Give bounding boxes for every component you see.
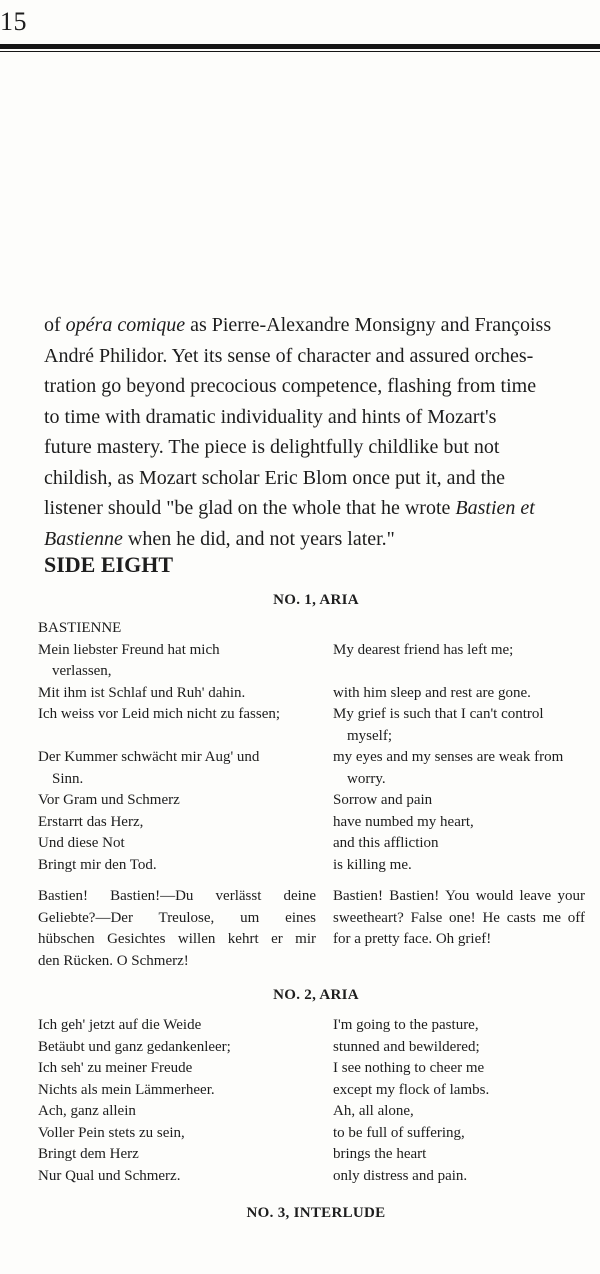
lyric-line: Bringt mir den Tod. <box>38 856 157 873</box>
lyric-line: Mit ihm ist Schlaf und Ruh' dahin. <box>38 684 246 701</box>
lyric-line: Vor Gram und Schmerz <box>38 792 180 808</box>
speaker-name: BASTIENNE <box>38 620 122 636</box>
lyric-line: Bringt dem Herz <box>38 1146 139 1162</box>
lyric-line: Betäubt und ganz gedankenleer; <box>38 1038 231 1055</box>
lyric-line: Erstarrt das Herz, <box>38 813 144 830</box>
lyric-line: I see nothing to cheer me <box>333 1060 485 1076</box>
lyric-line: Ich geh' jetzt auf die Weide <box>38 1017 202 1033</box>
lyric-line: to be full of suffering, <box>333 1124 465 1141</box>
lyric-line: brings the heart <box>333 1146 427 1162</box>
lyric-line: Ich weiss vor Leid mich nicht zu fassen; <box>38 706 281 722</box>
lyric-line: Sorrow and pain <box>333 792 433 808</box>
aria-heading: NO. 1, ARIA <box>273 592 359 608</box>
prose-line: for a pretty face. Oh grief! <box>333 931 492 947</box>
prose-line: sweetheart? False one! He casts me off <box>333 909 585 926</box>
intro-line: of opéra comique as Pierre-Alexandre Monsigny and Françoiss <box>44 314 552 336</box>
lyric-line: Der Kummer schwächt mir Aug' und <box>38 749 260 765</box>
english-lyrics <box>333 1015 593 1187</box>
english-prose <box>333 886 585 951</box>
intro-line: Bastienne when he did, and not years later." <box>44 527 395 550</box>
lyric-line: with him sleep and rest are gone. <box>333 684 531 701</box>
header-rule-thin <box>0 51 600 52</box>
lyric-line: My grief is such that I can't control <box>333 706 544 722</box>
intro-paragraph <box>44 310 589 554</box>
lyric-line: Ah, all alone, <box>333 1103 414 1119</box>
lyric-line: Und diese Not <box>38 835 125 851</box>
intro-line: listener should "be glad on the whole that he wrote Bastien et <box>44 497 535 519</box>
lyric-line: my eyes and my senses are weak from <box>333 749 564 765</box>
lyric-line: Mein liebster Freund hat mich <box>38 641 220 658</box>
lyric-line: Sinn. <box>52 770 84 787</box>
lyric-line: and this affliction <box>333 835 439 851</box>
lyric-line: Nichts als mein Lämmerheer. <box>38 1081 215 1098</box>
prose-line: Bastien! Bastien! You would leave your <box>333 888 585 904</box>
lyric-line: Nur Qual und Schmerz. <box>38 1167 181 1184</box>
prose-line: Geliebte?—Der Treulose, um eines <box>38 909 316 926</box>
german-prose <box>38 886 316 972</box>
page-number: 15 <box>0 7 27 36</box>
lyric-line: My dearest friend has left me; <box>333 641 514 658</box>
intro-line: future mastery. The piece is delightfully childlike but not <box>44 436 500 458</box>
lyric-line: I'm going to the pasture, <box>333 1017 479 1033</box>
intro-line: to time with dramatic individuality and hints of Mozart's <box>44 405 497 428</box>
lyric-line: verlassen, <box>52 663 112 679</box>
lyric-line: worry. <box>347 770 386 787</box>
lyric-line: only distress and pain. <box>333 1167 468 1184</box>
lyric-line: myself; <box>347 727 392 744</box>
intro-line: childish, as Mozart scholar Eric Blom once put it, and the <box>44 466 505 489</box>
english-lyrics <box>333 640 593 877</box>
intro-line: André Philidor. Yet its sense of character and assured orches- <box>44 344 534 367</box>
header-rule-thick <box>0 44 600 49</box>
lyric-line: stunned and bewildered; <box>333 1038 480 1055</box>
intro-line: tration go beyond precocious competence, flashing from time <box>44 375 537 397</box>
prose-line: Bastien! Bastien!—Du verlässt deine <box>38 888 316 904</box>
german-lyrics <box>38 618 320 876</box>
lyric-line: Ach, ganz allein <box>38 1103 136 1119</box>
interlude-heading: NO. 3, INTERLUDE <box>246 1205 386 1221</box>
lyric-line: is killing me. <box>333 856 412 873</box>
german-lyrics <box>38 1015 320 1187</box>
lyric-line: except my flock of lambs. <box>333 1081 490 1098</box>
lyric-line: Ich seh' zu meiner Freude <box>38 1060 193 1076</box>
aria-heading: NO. 2, ARIA <box>273 987 359 1003</box>
lyric-line: have numbed my heart, <box>333 813 474 830</box>
prose-line: hübschen Gesichtes willen kehrt er mir <box>38 931 316 947</box>
prose-line: den Rücken. O Schmerz! <box>38 952 189 969</box>
lyric-line: Voller Pein stets zu sein, <box>38 1124 185 1141</box>
section-heading: SIDE EIGHT <box>44 552 173 577</box>
